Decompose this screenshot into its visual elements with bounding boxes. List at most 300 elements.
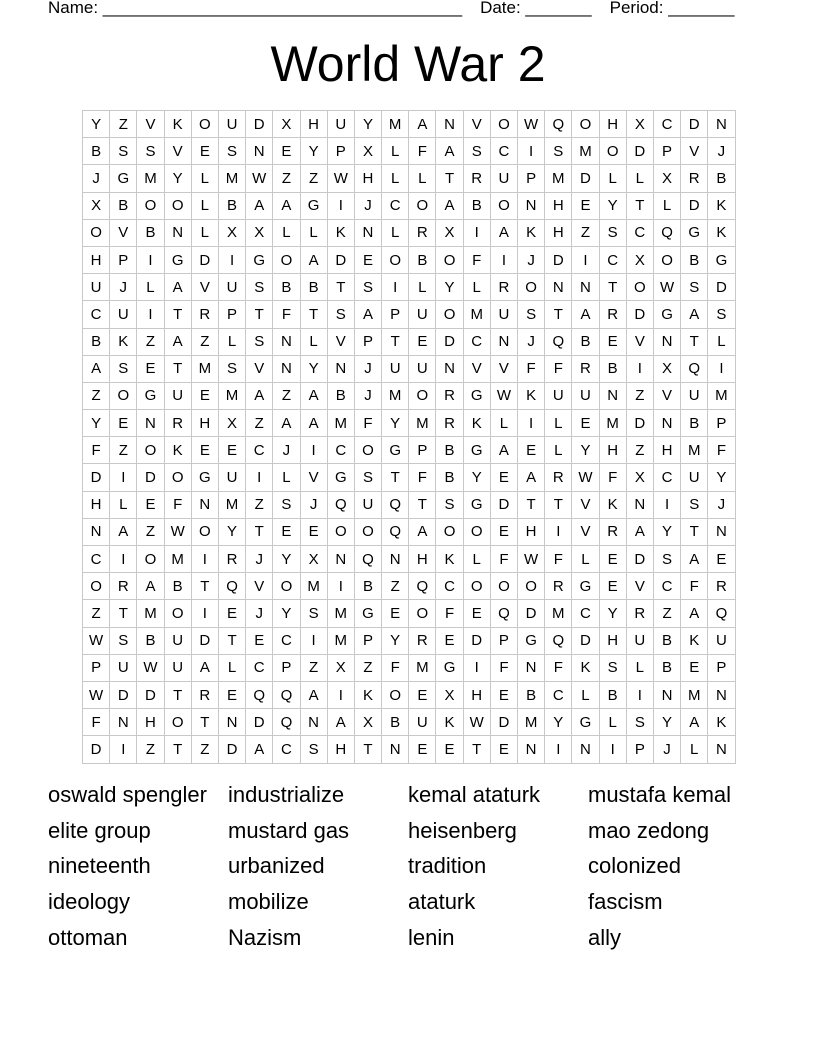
grid-letter[interactable]: W <box>137 654 164 681</box>
grid-letter[interactable]: L <box>708 328 735 355</box>
grid-letter[interactable]: U <box>110 301 137 328</box>
grid-letter[interactable]: M <box>681 437 708 464</box>
grid-letter[interactable]: H <box>599 111 626 138</box>
grid-letter[interactable]: L <box>463 274 490 301</box>
grid-letter[interactable]: L <box>137 274 164 301</box>
grid-letter[interactable]: D <box>246 709 273 736</box>
grid-letter[interactable]: L <box>409 274 436 301</box>
grid-letter[interactable]: N <box>708 736 735 763</box>
grid-letter[interactable]: A <box>490 437 517 464</box>
grid-letter[interactable]: M <box>545 165 572 192</box>
grid-letter[interactable]: R <box>409 219 436 246</box>
grid-letter[interactable]: A <box>409 111 436 138</box>
grid-letter[interactable]: Y <box>545 709 572 736</box>
grid-letter[interactable]: R <box>545 573 572 600</box>
grid-letter[interactable]: G <box>436 654 463 681</box>
grid-letter[interactable]: N <box>653 681 680 708</box>
grid-letter[interactable]: S <box>545 138 572 165</box>
grid-letter[interactable]: G <box>653 301 680 328</box>
grid-letter[interactable]: D <box>626 410 653 437</box>
grid-letter[interactable]: B <box>218 192 245 219</box>
grid-letter[interactable]: D <box>545 246 572 273</box>
grid-letter[interactable]: N <box>83 518 110 545</box>
grid-letter[interactable]: M <box>218 382 245 409</box>
grid-letter[interactable]: N <box>382 736 409 763</box>
grid-letter[interactable]: E <box>273 518 300 545</box>
grid-letter[interactable]: S <box>626 709 653 736</box>
grid-letter[interactable]: Y <box>83 111 110 138</box>
grid-letter[interactable]: L <box>463 546 490 573</box>
grid-letter[interactable]: N <box>626 491 653 518</box>
grid-letter[interactable]: E <box>490 518 517 545</box>
grid-letter[interactable]: I <box>300 627 327 654</box>
grid-letter[interactable]: N <box>300 709 327 736</box>
grid-letter[interactable]: W <box>164 518 191 545</box>
grid-letter[interactable]: V <box>300 464 327 491</box>
grid-letter[interactable]: Z <box>246 491 273 518</box>
grid-letter[interactable]: I <box>545 518 572 545</box>
grid-letter[interactable]: A <box>300 382 327 409</box>
grid-letter[interactable]: P <box>327 138 354 165</box>
grid-letter[interactable]: L <box>409 165 436 192</box>
grid-letter[interactable]: C <box>246 654 273 681</box>
grid-letter[interactable]: N <box>218 709 245 736</box>
grid-letter[interactable]: I <box>137 301 164 328</box>
grid-letter[interactable]: A <box>246 192 273 219</box>
grid-letter[interactable]: T <box>191 573 218 600</box>
grid-letter[interactable]: D <box>436 328 463 355</box>
grid-letter[interactable]: I <box>327 573 354 600</box>
grid-letter[interactable]: M <box>300 573 327 600</box>
grid-letter[interactable]: U <box>572 382 599 409</box>
grid-letter[interactable]: Z <box>110 437 137 464</box>
grid-letter[interactable]: T <box>599 274 626 301</box>
grid-letter[interactable]: L <box>626 165 653 192</box>
grid-letter[interactable]: N <box>572 274 599 301</box>
grid-letter[interactable]: O <box>518 573 545 600</box>
grid-letter[interactable]: C <box>545 681 572 708</box>
grid-letter[interactable]: O <box>409 382 436 409</box>
grid-letter[interactable]: G <box>300 192 327 219</box>
grid-letter[interactable]: X <box>300 546 327 573</box>
grid-letter[interactable]: K <box>164 437 191 464</box>
grid-letter[interactable]: M <box>137 165 164 192</box>
grid-letter[interactable]: B <box>599 355 626 382</box>
grid-letter[interactable]: F <box>273 301 300 328</box>
grid-letter[interactable]: M <box>218 165 245 192</box>
grid-letter[interactable]: B <box>110 192 137 219</box>
grid-letter[interactable]: O <box>354 518 381 545</box>
grid-letter[interactable]: H <box>599 627 626 654</box>
grid-letter[interactable]: W <box>653 274 680 301</box>
grid-letter[interactable]: H <box>463 681 490 708</box>
grid-letter[interactable]: L <box>545 437 572 464</box>
grid-letter[interactable]: E <box>599 546 626 573</box>
grid-letter[interactable]: D <box>191 627 218 654</box>
grid-letter[interactable]: S <box>599 219 626 246</box>
grid-letter[interactable]: D <box>246 111 273 138</box>
grid-letter[interactable]: R <box>681 165 708 192</box>
grid-letter[interactable]: Y <box>273 546 300 573</box>
grid-letter[interactable]: T <box>518 491 545 518</box>
grid-letter[interactable]: W <box>572 464 599 491</box>
grid-letter[interactable]: C <box>83 301 110 328</box>
grid-letter[interactable]: E <box>409 681 436 708</box>
grid-letter[interactable]: H <box>545 192 572 219</box>
grid-letter[interactable]: T <box>681 328 708 355</box>
grid-letter[interactable]: I <box>626 355 653 382</box>
grid-letter[interactable]: Z <box>653 600 680 627</box>
grid-letter[interactable]: X <box>354 138 381 165</box>
grid-letter[interactable]: A <box>300 681 327 708</box>
grid-letter[interactable]: T <box>436 165 463 192</box>
grid-letter[interactable]: Z <box>137 736 164 763</box>
grid-letter[interactable]: T <box>354 736 381 763</box>
grid-letter[interactable]: M <box>572 138 599 165</box>
grid-letter[interactable]: L <box>599 709 626 736</box>
grid-letter[interactable]: R <box>626 600 653 627</box>
grid-letter[interactable]: D <box>137 464 164 491</box>
grid-letter[interactable]: U <box>490 301 517 328</box>
grid-letter[interactable]: I <box>490 246 517 273</box>
grid-letter[interactable]: H <box>599 437 626 464</box>
grid-letter[interactable]: S <box>354 464 381 491</box>
grid-letter[interactable]: D <box>626 546 653 573</box>
grid-letter[interactable]: U <box>409 355 436 382</box>
grid-letter[interactable]: S <box>218 138 245 165</box>
grid-letter[interactable]: M <box>708 382 735 409</box>
grid-letter[interactable]: B <box>572 328 599 355</box>
grid-letter[interactable]: N <box>164 219 191 246</box>
grid-letter[interactable]: D <box>327 246 354 273</box>
grid-letter[interactable]: O <box>137 546 164 573</box>
grid-letter[interactable]: S <box>653 546 680 573</box>
grid-letter[interactable]: I <box>191 546 218 573</box>
grid-letter[interactable]: G <box>681 219 708 246</box>
grid-letter[interactable]: B <box>518 681 545 708</box>
grid-letter[interactable]: A <box>409 518 436 545</box>
grid-letter[interactable]: I <box>518 410 545 437</box>
grid-letter[interactable]: I <box>545 736 572 763</box>
grid-letter[interactable]: T <box>191 709 218 736</box>
grid-letter[interactable]: D <box>708 274 735 301</box>
grid-letter[interactable]: I <box>246 464 273 491</box>
grid-letter[interactable]: V <box>246 355 273 382</box>
grid-letter[interactable]: L <box>572 546 599 573</box>
grid-letter[interactable]: O <box>490 573 517 600</box>
grid-letter[interactable]: F <box>681 573 708 600</box>
grid-letter[interactable]: U <box>490 165 517 192</box>
grid-letter[interactable]: M <box>409 654 436 681</box>
grid-letter[interactable]: U <box>164 627 191 654</box>
grid-letter[interactable]: J <box>518 246 545 273</box>
grid-letter[interactable]: X <box>626 246 653 273</box>
grid-letter[interactable]: Z <box>83 600 110 627</box>
grid-letter[interactable]: X <box>653 165 680 192</box>
grid-letter[interactable]: I <box>626 681 653 708</box>
grid-letter[interactable]: B <box>436 437 463 464</box>
grid-letter[interactable]: X <box>436 219 463 246</box>
grid-letter[interactable]: P <box>218 301 245 328</box>
grid-letter[interactable]: A <box>246 736 273 763</box>
grid-letter[interactable]: P <box>83 654 110 681</box>
grid-letter[interactable]: O <box>436 246 463 273</box>
grid-letter[interactable]: R <box>218 546 245 573</box>
grid-letter[interactable]: B <box>681 410 708 437</box>
grid-letter[interactable]: I <box>218 246 245 273</box>
grid-letter[interactable]: G <box>164 246 191 273</box>
grid-letter[interactable]: C <box>626 219 653 246</box>
grid-letter[interactable]: U <box>354 491 381 518</box>
grid-letter[interactable]: I <box>382 274 409 301</box>
grid-letter[interactable]: D <box>626 301 653 328</box>
grid-letter[interactable]: G <box>354 600 381 627</box>
grid-letter[interactable]: R <box>599 518 626 545</box>
grid-letter[interactable]: T <box>300 301 327 328</box>
grid-letter[interactable]: R <box>545 464 572 491</box>
grid-letter[interactable]: M <box>327 410 354 437</box>
grid-letter[interactable]: O <box>463 573 490 600</box>
grid-letter[interactable]: M <box>518 709 545 736</box>
grid-letter[interactable]: B <box>409 246 436 273</box>
grid-letter[interactable]: S <box>599 654 626 681</box>
grid-letter[interactable]: V <box>572 491 599 518</box>
grid-letter[interactable]: E <box>191 382 218 409</box>
grid-letter[interactable]: B <box>354 573 381 600</box>
grid-letter[interactable]: B <box>708 165 735 192</box>
grid-letter[interactable]: Y <box>708 464 735 491</box>
period-field[interactable]: Period: _______ <box>609 0 735 17</box>
grid-letter[interactable]: D <box>572 165 599 192</box>
grid-letter[interactable]: K <box>708 219 735 246</box>
grid-letter[interactable]: E <box>110 410 137 437</box>
grid-letter[interactable]: F <box>382 654 409 681</box>
grid-letter[interactable]: I <box>463 654 490 681</box>
grid-letter[interactable]: M <box>463 301 490 328</box>
grid-letter[interactable]: K <box>463 410 490 437</box>
grid-letter[interactable]: C <box>382 192 409 219</box>
grid-letter[interactable]: F <box>83 709 110 736</box>
grid-letter[interactable]: W <box>83 681 110 708</box>
date-field[interactable]: Date: _______ <box>480 0 592 17</box>
grid-letter[interactable]: S <box>354 274 381 301</box>
grid-letter[interactable]: R <box>708 573 735 600</box>
grid-letter[interactable]: Y <box>572 437 599 464</box>
grid-letter[interactable]: B <box>164 573 191 600</box>
grid-letter[interactable]: D <box>110 681 137 708</box>
grid-letter[interactable]: G <box>246 246 273 273</box>
grid-letter[interactable]: I <box>110 546 137 573</box>
grid-letter[interactable]: P <box>708 410 735 437</box>
grid-letter[interactable]: B <box>137 627 164 654</box>
grid-letter[interactable]: T <box>164 301 191 328</box>
grid-letter[interactable]: P <box>409 437 436 464</box>
grid-letter[interactable]: D <box>490 709 517 736</box>
grid-letter[interactable]: E <box>490 681 517 708</box>
grid-letter[interactable]: Q <box>681 355 708 382</box>
grid-letter[interactable]: V <box>246 573 273 600</box>
grid-letter[interactable]: P <box>653 138 680 165</box>
grid-letter[interactable]: E <box>409 736 436 763</box>
grid-letter[interactable]: G <box>327 464 354 491</box>
grid-letter[interactable]: X <box>653 355 680 382</box>
grid-letter[interactable]: D <box>218 736 245 763</box>
grid-letter[interactable]: R <box>110 573 137 600</box>
grid-letter[interactable]: R <box>164 410 191 437</box>
grid-letter[interactable]: K <box>110 328 137 355</box>
grid-letter[interactable]: I <box>110 736 137 763</box>
grid-letter[interactable]: N <box>436 111 463 138</box>
grid-letter[interactable]: Q <box>354 546 381 573</box>
grid-letter[interactable]: A <box>490 219 517 246</box>
grid-letter[interactable]: T <box>246 301 273 328</box>
grid-letter[interactable]: Y <box>164 165 191 192</box>
grid-letter[interactable]: Q <box>382 491 409 518</box>
grid-letter[interactable]: Q <box>273 709 300 736</box>
grid-letter[interactable]: O <box>83 573 110 600</box>
grid-letter[interactable]: N <box>490 328 517 355</box>
grid-letter[interactable]: E <box>518 437 545 464</box>
grid-letter[interactable]: S <box>218 355 245 382</box>
grid-letter[interactable]: R <box>490 274 517 301</box>
grid-letter[interactable]: O <box>164 600 191 627</box>
grid-letter[interactable]: S <box>327 301 354 328</box>
grid-letter[interactable]: F <box>599 464 626 491</box>
grid-letter[interactable]: T <box>218 627 245 654</box>
grid-letter[interactable]: W <box>83 627 110 654</box>
grid-letter[interactable]: B <box>653 627 680 654</box>
grid-letter[interactable]: I <box>572 246 599 273</box>
grid-letter[interactable]: P <box>382 301 409 328</box>
grid-letter[interactable]: B <box>83 138 110 165</box>
grid-letter[interactable]: Y <box>83 410 110 437</box>
grid-letter[interactable]: Z <box>626 382 653 409</box>
grid-letter[interactable]: Y <box>653 709 680 736</box>
grid-letter[interactable]: G <box>572 573 599 600</box>
grid-letter[interactable]: J <box>300 491 327 518</box>
grid-letter[interactable]: L <box>300 219 327 246</box>
grid-letter[interactable]: U <box>83 274 110 301</box>
grid-letter[interactable]: E <box>300 518 327 545</box>
grid-letter[interactable]: M <box>137 600 164 627</box>
grid-letter[interactable]: Y <box>382 410 409 437</box>
grid-letter[interactable]: T <box>164 681 191 708</box>
grid-letter[interactable]: X <box>246 219 273 246</box>
grid-letter[interactable]: C <box>273 627 300 654</box>
grid-letter[interactable]: Q <box>218 573 245 600</box>
grid-letter[interactable]: J <box>708 138 735 165</box>
grid-letter[interactable]: U <box>681 464 708 491</box>
grid-letter[interactable]: G <box>191 464 218 491</box>
grid-letter[interactable]: P <box>626 736 653 763</box>
grid-letter[interactable]: Z <box>572 219 599 246</box>
grid-letter[interactable]: D <box>83 464 110 491</box>
grid-letter[interactable]: E <box>681 654 708 681</box>
grid-letter[interactable]: K <box>354 681 381 708</box>
grid-letter[interactable]: X <box>273 111 300 138</box>
grid-letter[interactable]: O <box>191 518 218 545</box>
grid-letter[interactable]: S <box>681 274 708 301</box>
grid-letter[interactable]: J <box>83 165 110 192</box>
grid-letter[interactable]: F <box>518 355 545 382</box>
grid-letter[interactable]: A <box>327 709 354 736</box>
grid-letter[interactable]: K <box>436 546 463 573</box>
grid-letter[interactable]: R <box>572 355 599 382</box>
grid-letter[interactable]: O <box>463 518 490 545</box>
grid-letter[interactable]: E <box>137 491 164 518</box>
grid-letter[interactable]: B <box>83 328 110 355</box>
grid-letter[interactable]: P <box>518 165 545 192</box>
grid-letter[interactable]: A <box>518 464 545 491</box>
grid-letter[interactable]: Z <box>273 382 300 409</box>
grid-letter[interactable]: Y <box>300 138 327 165</box>
grid-letter[interactable]: O <box>626 274 653 301</box>
grid-letter[interactable]: A <box>626 518 653 545</box>
grid-letter[interactable]: N <box>708 681 735 708</box>
grid-letter[interactable]: T <box>545 301 572 328</box>
grid-letter[interactable]: B <box>137 219 164 246</box>
grid-letter[interactable]: I <box>518 138 545 165</box>
grid-letter[interactable]: N <box>653 410 680 437</box>
grid-letter[interactable]: M <box>681 681 708 708</box>
grid-letter[interactable]: F <box>490 546 517 573</box>
grid-letter[interactable]: Z <box>354 654 381 681</box>
grid-letter[interactable]: I <box>599 736 626 763</box>
grid-letter[interactable]: E <box>490 736 517 763</box>
grid-letter[interactable]: Q <box>327 491 354 518</box>
grid-letter[interactable]: I <box>110 464 137 491</box>
grid-letter[interactable]: Y <box>300 355 327 382</box>
grid-letter[interactable]: A <box>300 246 327 273</box>
grid-letter[interactable]: E <box>354 246 381 273</box>
grid-letter[interactable]: O <box>273 573 300 600</box>
grid-letter[interactable]: I <box>327 192 354 219</box>
grid-letter[interactable]: U <box>626 627 653 654</box>
grid-letter[interactable]: E <box>218 437 245 464</box>
grid-letter[interactable]: L <box>545 410 572 437</box>
grid-letter[interactable]: W <box>518 111 545 138</box>
grid-letter[interactable]: Z <box>626 437 653 464</box>
grid-letter[interactable]: S <box>436 491 463 518</box>
grid-letter[interactable]: O <box>83 219 110 246</box>
grid-letter[interactable]: N <box>599 382 626 409</box>
grid-letter[interactable]: F <box>354 410 381 437</box>
grid-letter[interactable]: P <box>708 654 735 681</box>
grid-letter[interactable]: Q <box>382 518 409 545</box>
grid-letter[interactable]: X <box>354 709 381 736</box>
grid-letter[interactable]: E <box>246 627 273 654</box>
grid-letter[interactable]: N <box>246 138 273 165</box>
grid-letter[interactable]: A <box>164 274 191 301</box>
grid-letter[interactable]: M <box>327 600 354 627</box>
grid-letter[interactable]: J <box>354 192 381 219</box>
grid-letter[interactable]: Q <box>545 328 572 355</box>
grid-letter[interactable]: Q <box>490 600 517 627</box>
grid-letter[interactable]: A <box>110 518 137 545</box>
grid-letter[interactable]: P <box>490 627 517 654</box>
grid-letter[interactable]: N <box>137 410 164 437</box>
grid-letter[interactable]: D <box>490 491 517 518</box>
grid-letter[interactable]: T <box>681 518 708 545</box>
grid-letter[interactable]: D <box>137 681 164 708</box>
grid-letter[interactable]: U <box>409 709 436 736</box>
grid-letter[interactable]: N <box>572 736 599 763</box>
grid-letter[interactable]: O <box>436 518 463 545</box>
grid-letter[interactable]: U <box>409 301 436 328</box>
grid-letter[interactable]: J <box>518 328 545 355</box>
grid-letter[interactable]: M <box>382 111 409 138</box>
grid-letter[interactable]: T <box>545 491 572 518</box>
